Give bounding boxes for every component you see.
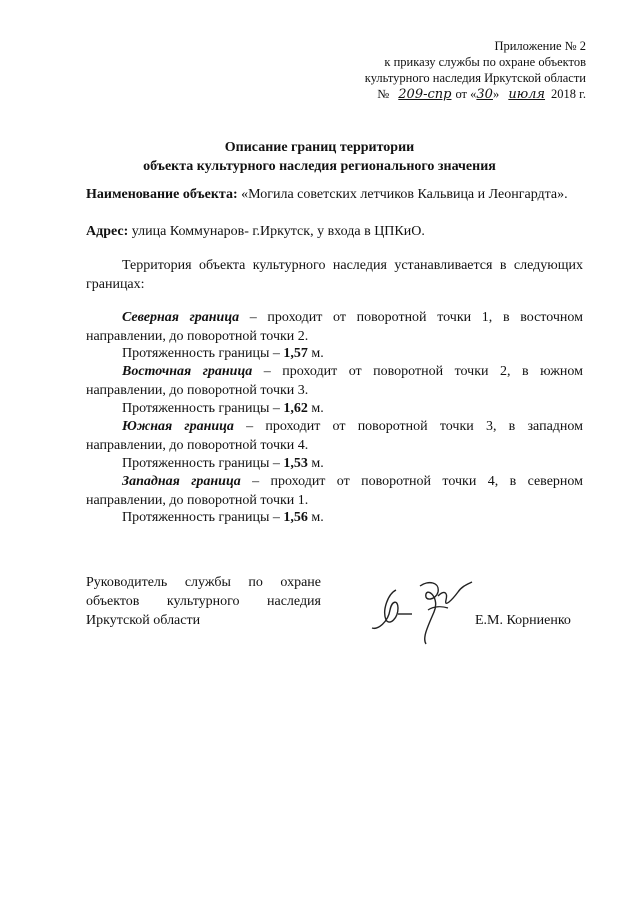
border-east-paragraph (86, 362, 583, 400)
border-north-text: – проходит от поворотной точки 1, в восточном направлении, до поворотной точки 2. (86, 310, 583, 344)
signatory-name: Е.М. Корниенко (475, 613, 571, 628)
border-north-name: Северная граница (122, 310, 240, 325)
length-label: Протяженность границы – (122, 510, 284, 525)
appendix-line-2: к приказу службы по охране объектов (384, 55, 586, 69)
object-address-paragraph (86, 222, 583, 241)
border-south-paragraph (86, 417, 583, 455)
object-name-paragraph (86, 185, 583, 204)
border-west-length (122, 508, 324, 527)
order-date-from: от « (455, 87, 477, 101)
border-south-length (122, 454, 324, 473)
border-south-name: Южная граница (122, 419, 234, 434)
signatory-position: Руководитель службы по охране объектов культурного наследия Иркутской области (86, 575, 321, 628)
length-value: 1,57 (283, 346, 308, 361)
territory-intro: Территория объекта культурного наследия устанавливается в следующих границах: (86, 258, 583, 292)
length-label: Протяженность границы – (122, 456, 284, 471)
border-north-paragraph (86, 308, 583, 346)
border-east-length (122, 399, 324, 418)
handwritten-signature (368, 570, 473, 650)
border-east-name: Восточная граница (122, 364, 253, 379)
length-unit: м. (307, 510, 324, 525)
length-label: Протяженность границы – (122, 401, 284, 416)
border-north-length (122, 344, 324, 363)
title-line-2: объекта культурного наследия регионального значения (143, 159, 496, 174)
order-number-handwritten: 209-спр (398, 87, 452, 102)
border-west-paragraph (86, 472, 583, 510)
order-day-handwritten: 30 (476, 87, 493, 102)
object-name-label: Наименование объекта: (86, 187, 238, 202)
length-unit: м. (307, 401, 324, 416)
object-address-label: Адрес: (86, 224, 129, 239)
title-line-1: Описание границ территории (224, 140, 415, 155)
document-title (0, 138, 639, 176)
length-unit: м. (307, 456, 324, 471)
length-value: 1,62 (283, 401, 308, 416)
border-west-text: – проходит от поворотной точки 4, в северном направлении, до поворотной точки 1. (86, 474, 583, 508)
border-east-text: – проходит от поворотной точки 2, в южном направлении, до поворотной точки 3. (86, 364, 583, 398)
border-west-name: Западная граница (122, 474, 241, 489)
appendix-line-3: культурного наследия Иркутской области (364, 71, 586, 85)
length-label: Протяженность границы – (122, 346, 284, 361)
appendix-order-line (365, 86, 586, 103)
order-month-handwritten: июля (508, 87, 546, 102)
border-south-text: – проходит от поворотной точки 3, в западном направлении, до поворотной точки 4. (86, 419, 583, 453)
appendix-line-1: Приложение № 2 (494, 39, 586, 53)
length-value: 1,56 (283, 510, 308, 525)
length-unit: м. (307, 346, 324, 361)
object-address-value: улица Коммунаров- г.Иркутск, у входа в ЦПКиО. (128, 224, 425, 239)
order-date-close-quote: » (492, 87, 500, 101)
object-name-value: «Могила советских летчиков Кальвица и Леонгардта». (237, 187, 568, 202)
order-number-prefix: № (377, 87, 390, 101)
appendix-header (365, 38, 586, 103)
order-year: 2018 г. (551, 87, 586, 101)
length-value: 1,53 (283, 456, 308, 471)
